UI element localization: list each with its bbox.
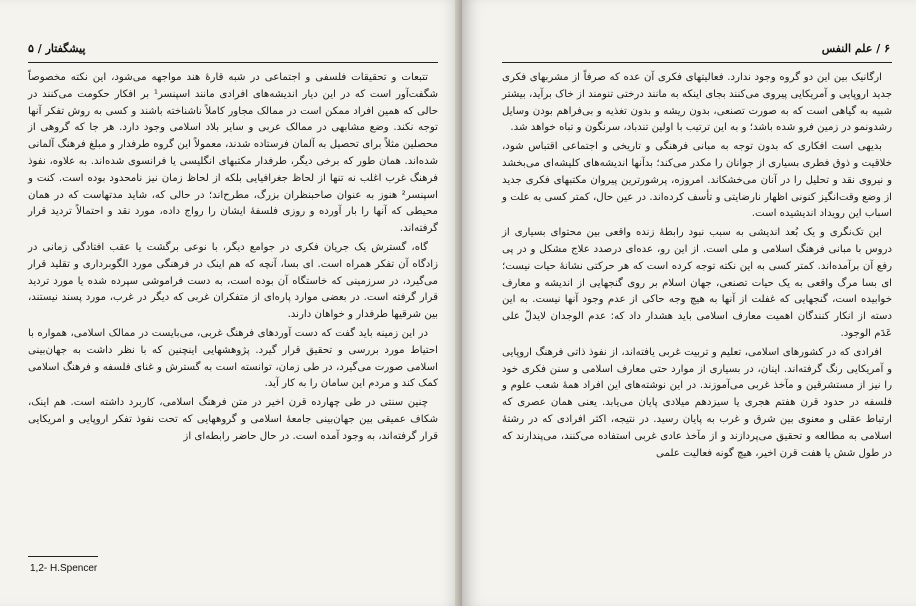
left-page-body — [28, 70, 438, 446]
left-page-header: پیشگفتار / ۵ — [28, 42, 86, 55]
paragraph: این تک‌نگری و یک بُعد اندیشی به سبب نبود رابطهٔ زنده واقعی بین محتوای بسیاری از دروس با مبانی فرهنگ اسلامی و ملی است. از این رو، عده‌ای درصدد علاج مشکل و در پی رفع آن برآمده‌اند. کمتر کسی به این نکته توجه کرده است که هر حرکتی نشانهٔ حیات نیست؛ ای بسا مرگ واقعی به یک حیات تصنعی، جهان اسلام بر روی گنجهایی از اندیشه و معارف خوابیده است، گنجهایی که غفلت از آنها به هیچ وجه حاکی از عدم وجود آنها نیست. به این دسته از انکار کنندگان اهمیت معارف اسلامی باید هشدار داد که: عدم الوجدان لایدلّ علی عَدَم الوجود. — [502, 227, 892, 339]
paragraph: ارگانیک بین این دو گروه وجود ندارد. فعالیتهای فکری آن عده که صرفاً از مشربهای فکری جدید اروپایی و آمریکایی پیروی می‌کنند بجای اینکه به مانند درختی تنومند از خاک برآید، بیشتر شبیه به گیاهی است که به صورت تصنعی، بدون ریشه و بدون تغذیه و بی‌فراهم بودن وسایل رشدونمو در زمین فرو شده باشد؛ و به این ترتیب با اولین تندباد، سرنگون و تباه خواهد شد. — [502, 72, 892, 134]
footnote: 1,2- H.Spencer — [30, 563, 98, 574]
paragraph: تتبعات و تحقیقات فلسفی و اجتماعی در شبه قارهٔ هند مواجهه می‌شود، این نکته مخصوصاً شگفت‌آور است که در این دیار اندیشه‌های افرادی مانند اسپنسر¹ بر افکار حکومت می‌کنند در حالی که همین افراد ممکن است در ممالک مجاور کاملاً ناشناخته باشند و کسی به روش تفکر آنها توجه نکند. وضع مشابهی در ممالک عربی و سایر بلاد اسلامی وجود دارد. هر جا که گروهی از محصلین مثلاً برای تحصیل به آلمان فرستاده شدند، معمولاً این گروه طرفدار و مبلغ فرهنگ آلمانی شده‌اند. همان طور که برخی دیگر، طرفدار مکتبهای انگلیسی یا فرانسوی شده‌اند. به علاوه، نفوذ فرهنگ غرب اغلب نه تنها از لحاظ جغرافیایی بلکه از لحاظ زمان نیز نامحدود بوده است. کنت و اسپنسر² هنوز به عنوان صاحبنظران بزرگ، مطرح‌اند؛ در حالی که، شاید مدتهاست که در همان محیطی که آنها را بار آورده و روزی فلسفهٔ ایشان را رواج داده، مورد نقد و احتمالاً تردید قرار گرفته‌اند. — [28, 72, 438, 235]
right-page-body — [502, 70, 892, 462]
right-header-rule — [502, 62, 892, 63]
footnote-rule — [28, 556, 98, 557]
left-header-rule — [28, 62, 438, 63]
right-page — [462, 0, 916, 606]
paragraph: در این زمینه باید گفت که دست آوردهای فرهنگ غربی، می‌بایست در ممالک اسلامی، همواره با احتیاط مورد بررسی و تحقیق قرار گیرد. پژوهشهایی اینچنین که با نظر داشت به جهان‌بینی اسلامی صورت می‌گیرد، در طی زمان، توانسته است به گسترش و غنای فلسفه و فرهنگ اسلامی کمک کند و مردم این سامان را به کار آید. — [28, 327, 438, 390]
paragraph: چنین سنتی در طی چهارده قرن اخیر در متن فرهنگ اسلامی، کاربرد داشته است. هم اینک، شکاف عمیقی بین جهان‌بینی جامعهٔ اسلامی و گروههایی که تحت نفوذ تفکر اروپایی و امریکایی قرار گرفته‌اند، به وجود آمده است. در حال حاضر رابطه‌ای از — [28, 397, 438, 442]
paragraph: بدیهی است افکاری که بدون توجه به مبانی فرهنگی و تاریخی و اجتماعی اقتباس شود، خلاقیت و ذوق فطری بسیاری از جوانان را مکدر می‌کند؛ بدآنها اندیشه‌های کلیشه‌ای می‌بخشد و نیروی نقد و تحلیل را در آنان می‌خشکاند. امروزه، پرشورترین پیروان مکتبهای فکری جدید از وضع وقت‌انگیز کنونی اظهار نارضایتی و تأسف کرده‌اند. در عین حال، کمتر کسی به علت و اسباب این رویداد اندیشیده است. — [502, 141, 892, 220]
paragraph: افرادی که در کشورهای اسلامی، تعلیم و تربیت غربی یافته‌اند، از نفوذ ذاتی فرهنگ اروپایی و آمریکایی رنگ گرفته‌اند. اینان، در بسیاری از موارد حتی معارف اسلامی و سنن فکری خود را نیز از مستشرقین و مآخذ غربی می‌آموزند. در این نوشته‌های این افراد همهٔ شعب علوم و فلسفه در حدود قرن هفتم هجری یا سیزدهم میلادی پایان می‌یابد. یعنی همان عصری که ارتباط عقلی و معنوی بین شرق و غرب به پایان رسید. در نتیجه، اکثر افرادی که در رشتهٔ اسلامی به مطالعه و تحقیق می‌پردازند و از مآخذ عادی غربی استفاده می‌کنند، می‌پندارند که در طول شش یا هفت قرن اخیر، هیچ گونه فعالیت علمی — [502, 346, 892, 459]
right-page-header: ۶ / علم النفس — [821, 42, 890, 55]
paragraph: گاه، گسترش یک جریان فکری در جوامع دیگر، با نوعی برگشت یا عقب افتادگی زمانی در زادگاه آن تفکر همراه است. ای بسا، آنچه که هم اینک در فرهنگی مورد الگوبرداری و تقلید قرار می‌گیرد، در سرزمینی که خاستگاه آن بوده است، به دست فراموشی سپرده شده یا مورد تردید قرار گرفته است. در بعضی موارد پاره‌ای از متفکران غربی که دیگر در غرب، مورد پسند نیستند، بین شرقیها طرفدار و خواهان دارند. — [28, 241, 438, 321]
